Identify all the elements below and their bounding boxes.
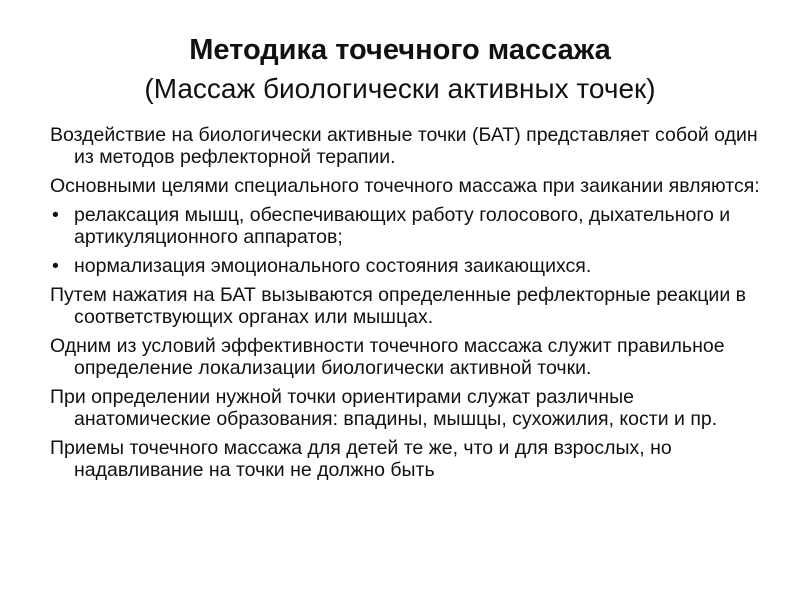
paragraph-landmarks: При определении нужной точки ориентирами служат различные анатомические образования: впадины, мышцы, сухожилия, кости и пр. xyxy=(50,386,718,430)
paragraph-children-techniques: Приемы точечного массажа для детей те же, что и для взрослых, но надавливание на точки не должно быть xyxy=(50,437,672,481)
paragraph-reflex-reactions: Путем нажатия на БАТ вызываются определенные рефлекторные реакции в соответствующих органах или мышцах. xyxy=(50,284,746,328)
paragraph-bat-intro: Воздействие на биологически активные точки (БАТ) представляет собой один из методов рефлекторной терапии. xyxy=(50,124,758,168)
bullet-marker: • xyxy=(52,204,59,226)
slide-body xyxy=(50,124,770,488)
list-item-relaxation xyxy=(52,204,770,248)
list-item-emotional-state xyxy=(52,255,770,277)
paragraph-goals-intro: Основными целями специального точечного массажа при заикании являются: xyxy=(50,175,760,197)
title-main: Методика точечного массажа xyxy=(189,34,611,66)
slide-title xyxy=(0,30,800,108)
paragraph-localization: Одним из условий эффективности точечного массажа служит правильное определение локализации биологически активной точки. xyxy=(50,335,725,379)
title-subtitle: (Массаж биологически активных точек) xyxy=(144,73,656,104)
bullet-marker: • xyxy=(52,255,59,277)
list-item-text: нормализация эмоционального состояния заикающихся. xyxy=(74,255,592,277)
list-item-text: релаксация мышц, обеспечивающих работу голосового, дыхательного и артикуляционного аппаратов; xyxy=(74,204,731,248)
